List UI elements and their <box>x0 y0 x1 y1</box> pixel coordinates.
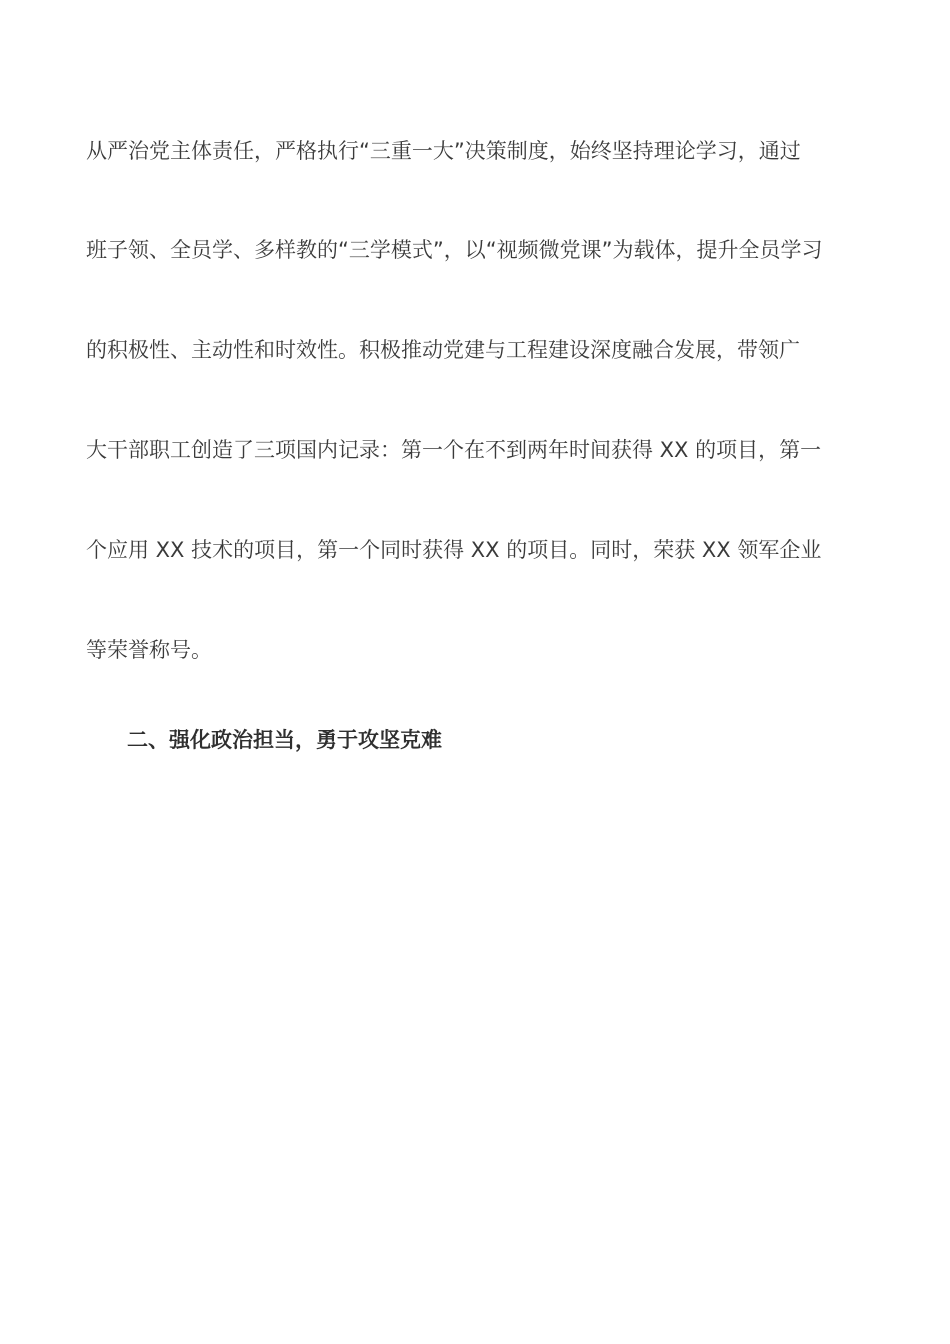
paragraph-line: 的积极性、主动性和时效性。积极推动党建与工程建设深度融合发展，带领广 <box>86 338 800 362</box>
paragraph-line: 从严治党主体责任，严格执行“三重一大”决策制度，始终坚持理论学习，通过 <box>86 139 801 163</box>
paragraph-line: 等荣誉称号。 <box>86 638 212 662</box>
paragraph-line: 个应用 XX 技术的项目，第一个同时获得 XX 的项目。同时，荣获 XX 领军企业 <box>86 538 822 562</box>
paragraph-line: 大干部职工创造了三项国内记录：第一个在不到两年时间获得 XX 的项目，第一 <box>86 438 822 462</box>
section-heading: 二、强化政治担当，勇于攻坚克难 <box>127 728 442 752</box>
paragraph-line: 班子领、全员学、多样教的“三学模式”，以“视频微党课”为载体，提升全员学习 <box>86 238 823 262</box>
